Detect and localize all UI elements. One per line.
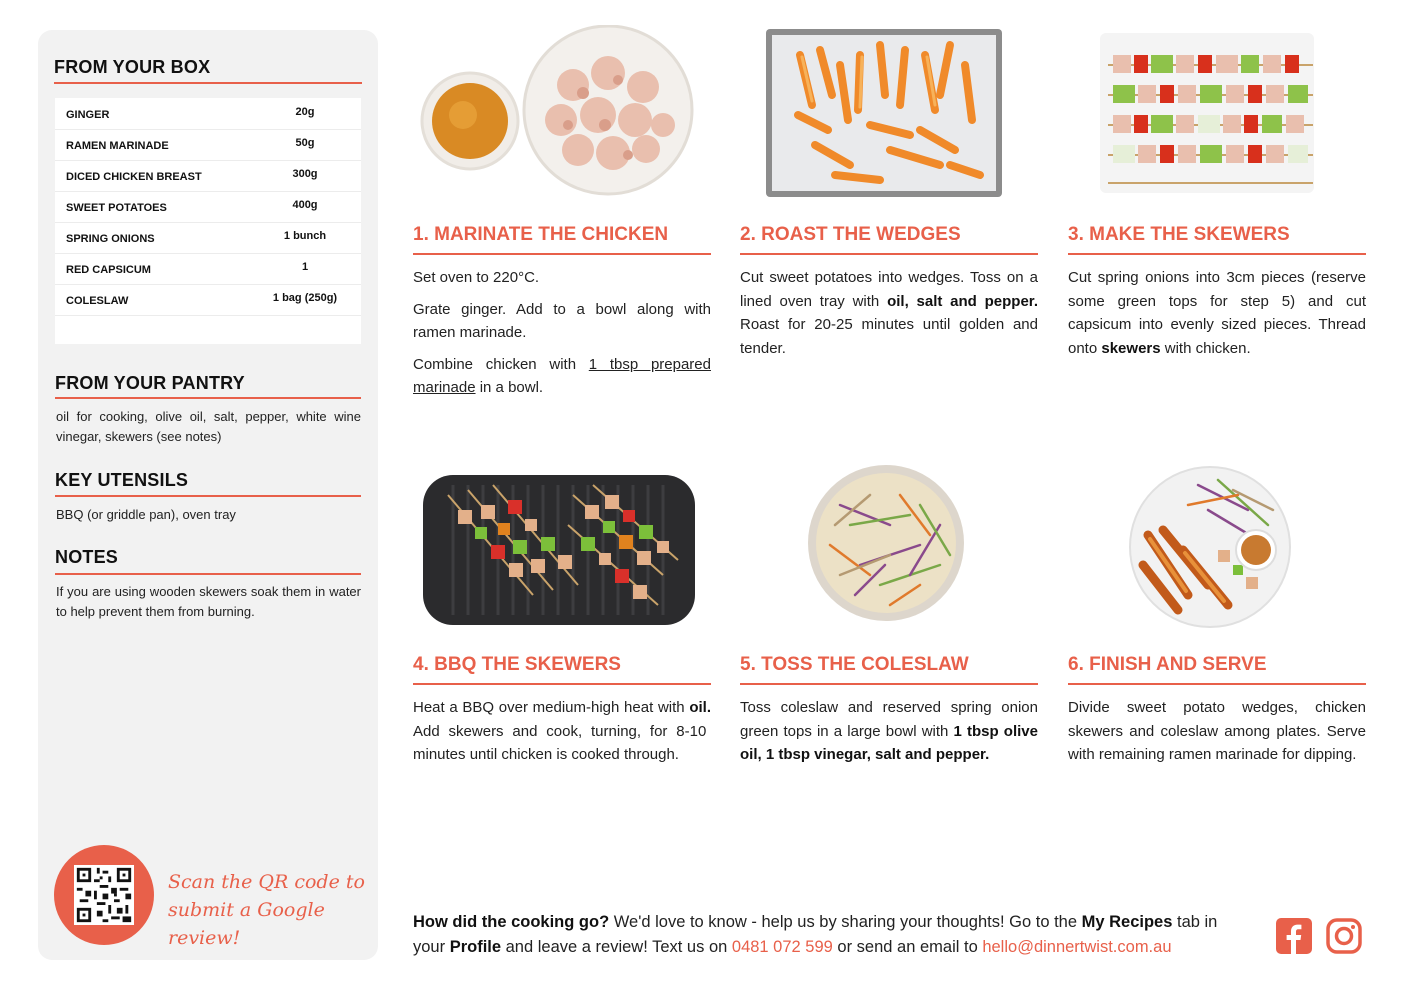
step-5-underline bbox=[740, 683, 1038, 685]
step-2 bbox=[740, 25, 1038, 405]
ingredient-name: SWEET POTATOES bbox=[66, 202, 167, 214]
profile-name: Profile bbox=[449, 938, 502, 956]
step-2-text-a: Cut sweet potatoes into wedges. Toss on a lined oven tray with bbox=[740, 269, 1038, 310]
table-row bbox=[55, 129, 361, 161]
step-6-title: 6. FINISH AND SERVE bbox=[1068, 654, 1267, 675]
table-row bbox=[55, 222, 361, 254]
step-4 bbox=[413, 455, 711, 815]
utensils-text: BBQ (or griddle pan), oven tray bbox=[56, 507, 236, 522]
step-1-text-3a: Combine chicken with bbox=[413, 355, 589, 373]
ingredient-name: RED CAPSICUM bbox=[66, 264, 151, 276]
facebook-icon[interactable] bbox=[1276, 918, 1312, 954]
step-1-instructions bbox=[413, 266, 711, 408]
pantry-title: FROM YOUR PANTRY bbox=[55, 373, 245, 393]
box-ingredients-table bbox=[55, 98, 361, 344]
table-row bbox=[55, 284, 361, 316]
step-3-underline bbox=[1068, 253, 1366, 255]
skewers-photo bbox=[1068, 25, 1366, 201]
step-3-instructions bbox=[1068, 266, 1366, 360]
step-1-text-3b: in a bowl. bbox=[475, 379, 544, 396]
table-row bbox=[55, 98, 361, 130]
footer-question: How did the cooking go? bbox=[413, 913, 610, 931]
step-4-text-c: Add skewers and cook, turning, for 8-10 minutes until chicken is cooked through. bbox=[413, 722, 707, 763]
box-title: FROM YOUR BOX bbox=[54, 57, 211, 77]
qr-caption bbox=[168, 868, 368, 952]
step-3-title: 3. MAKE THE SKEWERS bbox=[1068, 224, 1290, 245]
ingredient-qty: 50g bbox=[295, 137, 315, 149]
notes-text: If you are using wooden skewers soak them in water to help prevent them from burning. bbox=[56, 584, 361, 619]
step-4-text-a: Heat a BBQ over medium-high heat with bbox=[413, 699, 690, 716]
step-2-text-c: Roast for 20-25 minutes until golden and tender. bbox=[740, 316, 1038, 357]
step-2-instructions bbox=[740, 266, 1038, 360]
step-2-title: 2. ROAST THE WEDGES bbox=[740, 224, 961, 245]
ingredients-panel bbox=[38, 30, 378, 960]
step-5 bbox=[740, 455, 1038, 815]
marinate-chicken-photo bbox=[413, 25, 711, 201]
instagram-icon[interactable] bbox=[1326, 918, 1362, 954]
step-5-instructions bbox=[740, 696, 1038, 767]
step-1 bbox=[413, 25, 711, 405]
step-4-title: 4. BBQ THE SKEWERS bbox=[413, 654, 621, 675]
step-1-underlined-amount: 1 tbsp prepared marinade bbox=[413, 355, 711, 396]
step-6 bbox=[1068, 455, 1366, 815]
step-3-text-c: with chicken. bbox=[1160, 339, 1251, 357]
ingredient-name: GINGER bbox=[66, 109, 110, 121]
step-6-instructions bbox=[1068, 696, 1366, 767]
footer-text-1: We'd love to know - help us by sharing your thoughts! Go to the bbox=[609, 913, 1082, 931]
step-4-underline bbox=[413, 683, 711, 685]
ingredient-qty: 1 bbox=[301, 261, 309, 273]
qr-code[interactable] bbox=[54, 845, 154, 945]
step-6-text-a: Divide sweet potato wedges, chicken skewers and coleslaw among plates. Serve with remaining ramen marinade for dipping. bbox=[1068, 699, 1366, 763]
table-row bbox=[55, 191, 361, 223]
step-6-underline bbox=[1068, 683, 1366, 685]
ingredient-qty: 400g bbox=[292, 199, 318, 211]
phone-link[interactable]: 0481 072 599 bbox=[731, 938, 833, 956]
bbq-skewers-photo bbox=[413, 455, 711, 631]
notes-underline bbox=[55, 573, 361, 575]
ingredient-qty: 20g bbox=[295, 106, 315, 118]
step-3-bold: skewers bbox=[1101, 339, 1161, 357]
step-3 bbox=[1068, 25, 1366, 405]
step-1-title: 1. MARINATE THE CHICKEN bbox=[413, 224, 669, 245]
pantry-underline bbox=[55, 397, 361, 399]
ingredient-qty: 300g bbox=[292, 168, 318, 180]
box-title-underline bbox=[54, 82, 362, 84]
utensils-underline bbox=[55, 495, 361, 497]
ingredient-qty: 1 bag (250g) bbox=[272, 292, 338, 304]
email-link[interactable]: hello@dinnertwist.com.au bbox=[982, 938, 1172, 956]
notes-title: NOTES bbox=[55, 547, 119, 567]
step-1-underline bbox=[413, 253, 711, 255]
qr-caption-line2: submit a Google review! bbox=[168, 899, 325, 949]
footer-text-4: or send an email to bbox=[832, 938, 983, 956]
step-5-title: 5. TOSS THE COLESLAW bbox=[740, 654, 969, 675]
ingredient-name: RAMEN MARINADE bbox=[66, 140, 169, 152]
qr-caption-line1: Scan the QR code to bbox=[168, 871, 365, 893]
step-3-text-a: Cut spring onions into 3cm pieces (reserve some green tops for step 5) and cut capsicum into evenly sized pieces. Thread onto bbox=[1068, 269, 1366, 357]
step-2-underline bbox=[740, 253, 1038, 255]
step-1-text-2: Grate ginger. Add to a bowl along with ramen marinade. bbox=[413, 300, 711, 341]
roast-wedges-photo bbox=[740, 25, 1038, 201]
qr-code-icon bbox=[74, 865, 134, 925]
my-recipes-tab-name: My Recipes bbox=[1081, 913, 1173, 931]
ingredient-name: SPRING ONIONS bbox=[66, 233, 155, 245]
table-row bbox=[55, 160, 361, 192]
ingredient-qty: 1 bunch bbox=[283, 230, 327, 242]
utensils-title: KEY UTENSILS bbox=[55, 470, 189, 490]
step-4-instructions bbox=[413, 696, 711, 767]
step-1-text-1: Set oven to 220°C. bbox=[413, 269, 540, 286]
footer-text-2: tab in your bbox=[413, 913, 1218, 956]
step-5-text-a: Toss coleslaw and reserved spring onion green tops in a large bowl with bbox=[740, 699, 1038, 740]
pantry-text: oil for cooking, olive oil, salt, pepper, white wine vinegar, skewers (see notes) bbox=[56, 409, 361, 444]
review-footer bbox=[413, 910, 1253, 960]
table-row bbox=[55, 253, 361, 285]
step-5-bold: 1 tbsp olive oil, 1 tbsp vinegar, salt and pepper. bbox=[740, 722, 1038, 763]
finished-dish-photo bbox=[1068, 455, 1366, 631]
footer-text-3: and leave a review! Text us on bbox=[501, 938, 732, 956]
step-2-bold: oil, salt and pepper. bbox=[887, 292, 1038, 310]
ingredient-name: COLESLAW bbox=[66, 295, 129, 307]
ingredient-name: DICED CHICKEN BREAST bbox=[66, 171, 202, 183]
step-1-text-3 bbox=[413, 353, 711, 400]
step-4-bold: oil. bbox=[689, 699, 711, 716]
coleslaw-photo bbox=[740, 455, 1038, 631]
